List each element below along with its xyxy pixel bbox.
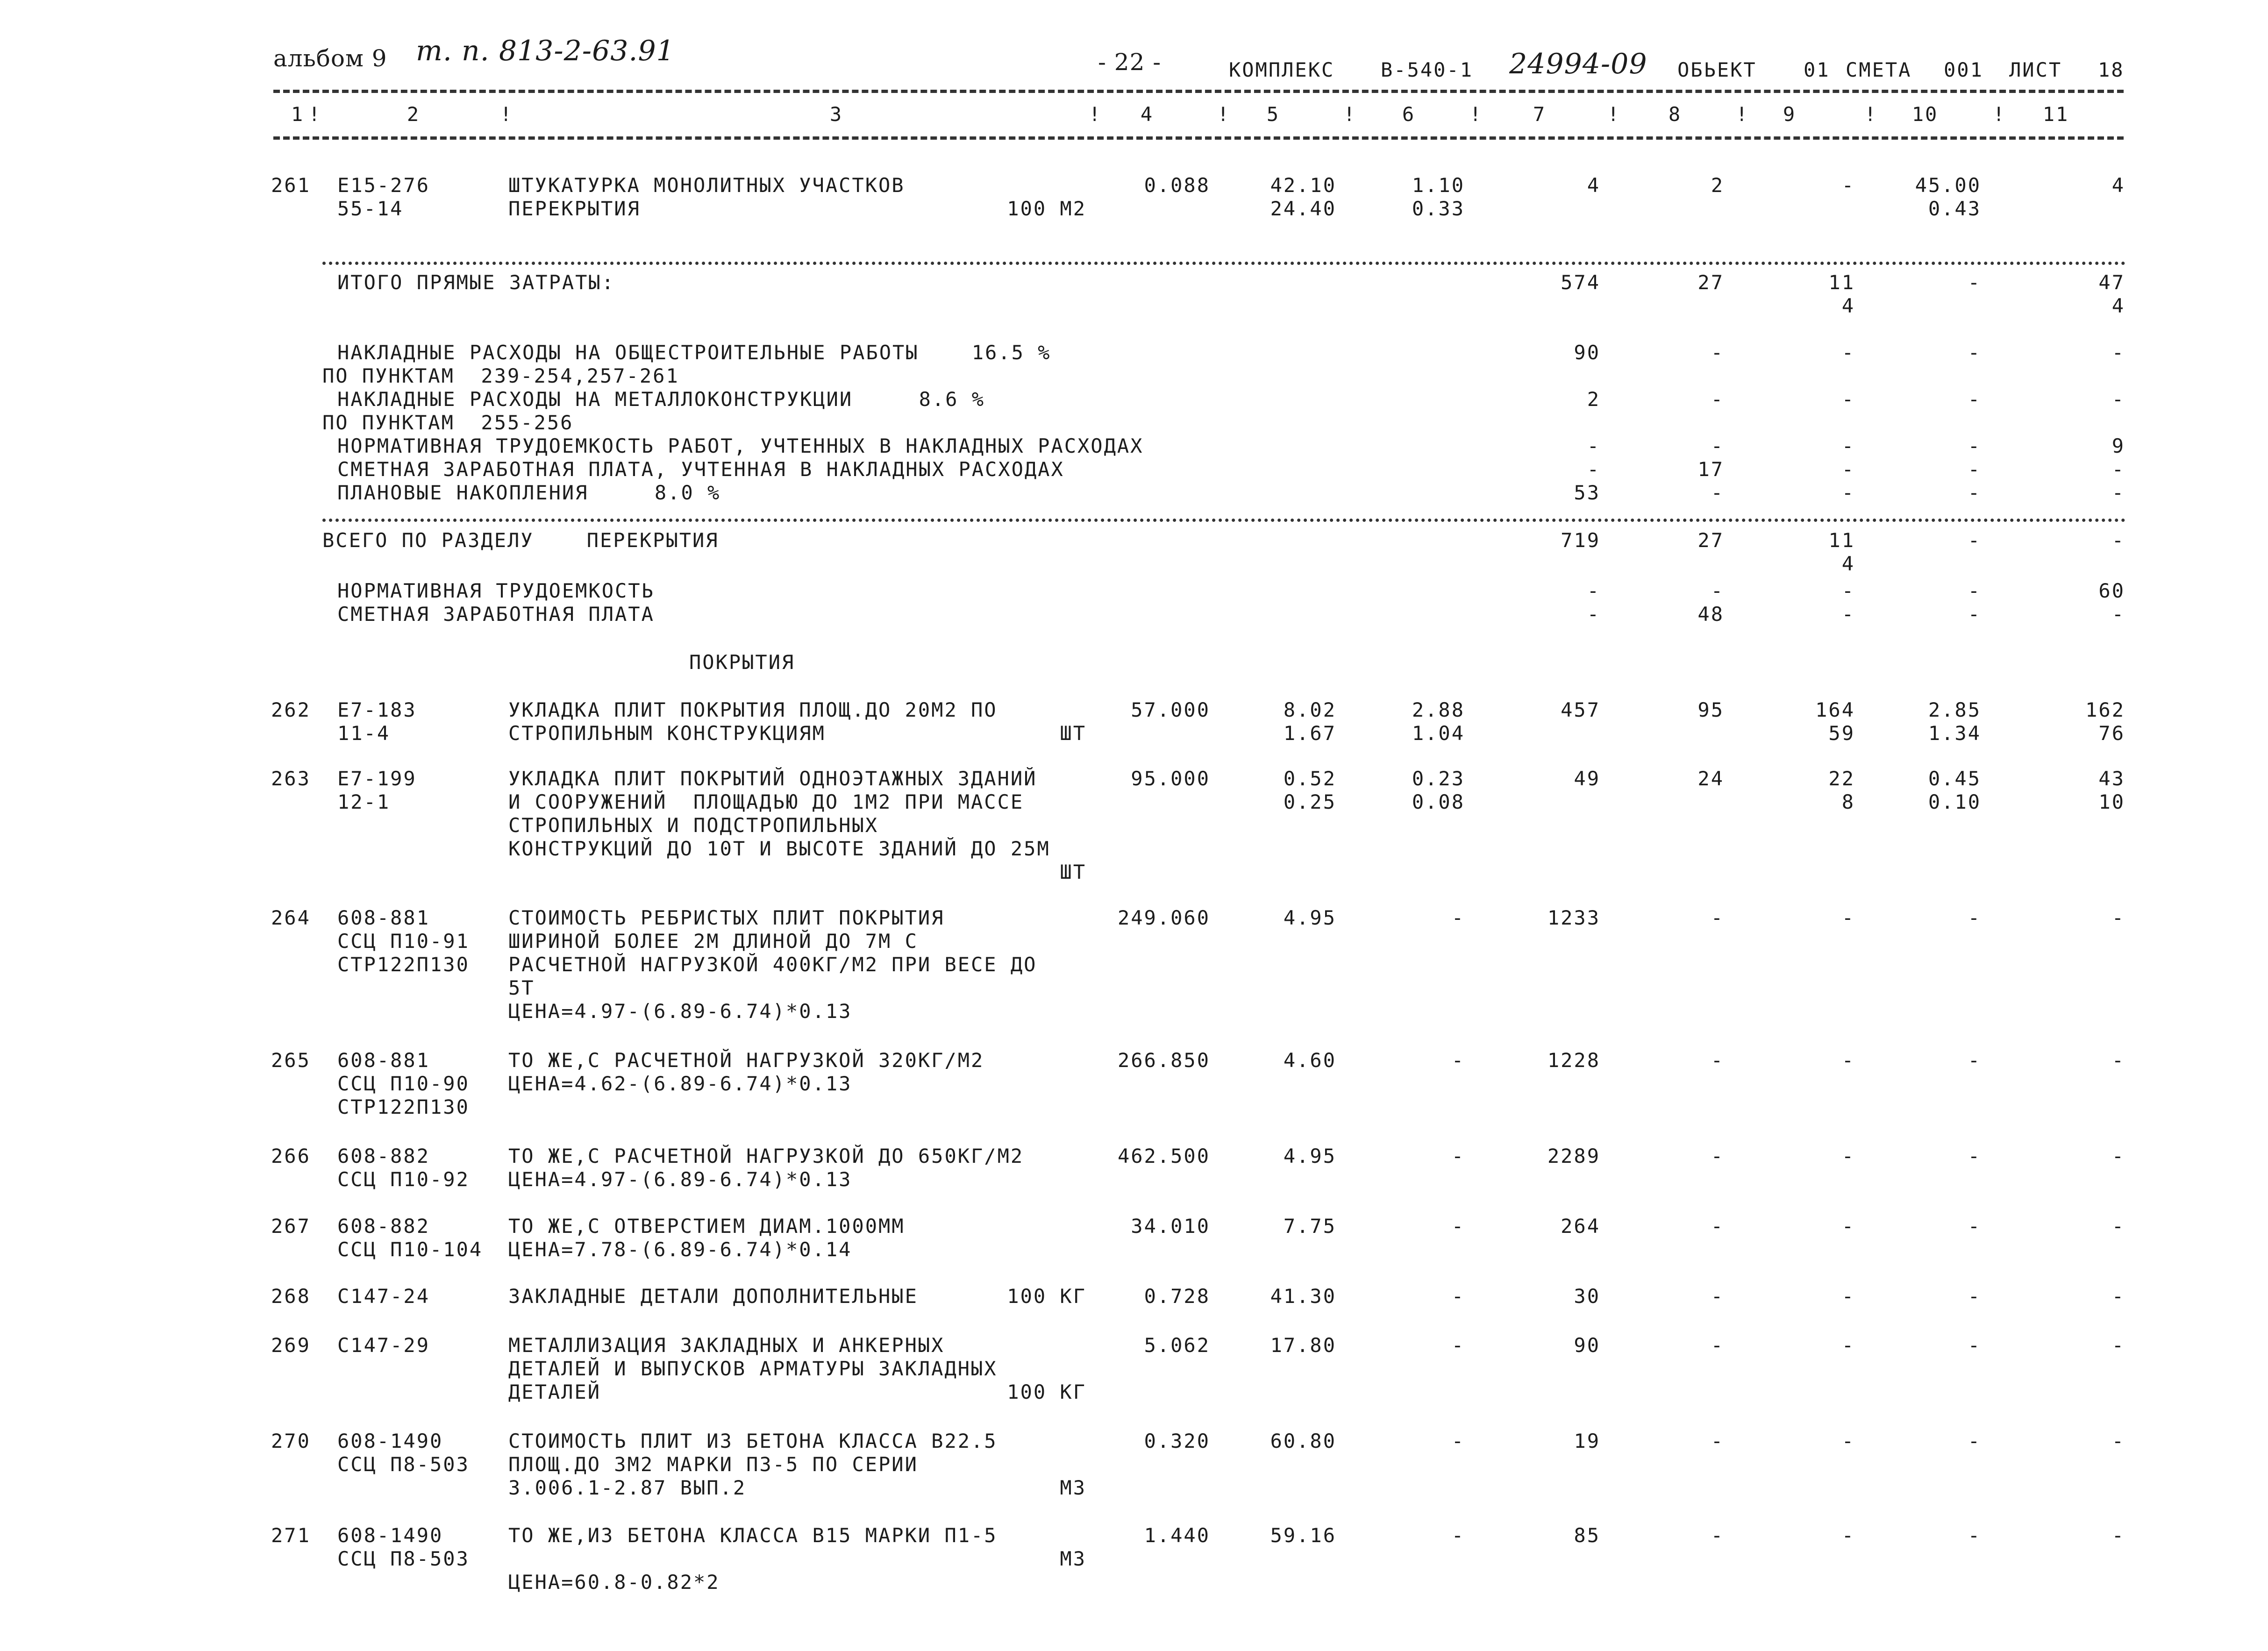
direct-costs-wage: 27	[1697, 271, 1724, 294]
row-unit-cost: 0.25	[1283, 790, 1336, 813]
section-total-labor: -	[2111, 529, 2125, 552]
row-description: И СООРУЖЕНИЙ ПЛОЩАДЬЮ ДО 1М2 ПРИ МАССЕ	[508, 790, 1024, 813]
labor-intensity-value: -	[1841, 579, 1855, 602]
row-total-cost: 49	[1574, 767, 1600, 790]
tp-code-handwritten: т. п. 813-2-63.91	[416, 35, 675, 67]
column-number: 6	[1402, 103, 1416, 126]
direct-costs-labor: 47	[2098, 271, 2125, 294]
row-wage-cost: 0.08	[1412, 790, 1465, 813]
column-separator: !	[1864, 103, 1878, 126]
direct-costs-machine: 4	[1841, 294, 1855, 317]
column-number: 2	[407, 103, 421, 126]
column-number: 11	[2042, 103, 2069, 126]
row-wage-cost: -	[1451, 1049, 1465, 1072]
row-code: 55-14	[337, 197, 404, 220]
estimated-wage-value: -	[1841, 603, 1855, 626]
section-heading: ПОКРЫТИЯ	[689, 651, 795, 674]
row-description: СТРОПИЛЬНЫХ И ПОДСТРОПИЛЬНЫХ	[508, 814, 879, 837]
row-description: ПЛОЩ.ДО 3М2 МАРКИ П3-5 ПО СЕРИИ	[508, 1453, 918, 1476]
row-description: ПЕРЕКРЫТИЯ	[508, 197, 641, 220]
summary-line-value: -	[1841, 388, 1855, 411]
row-machine-cost: -	[1841, 1285, 1855, 1308]
row-unit-cost: 4.95	[1283, 906, 1336, 929]
row-unit-cost: 4.95	[1283, 1145, 1336, 1167]
row-number: 262	[271, 698, 311, 721]
summary-line-label: ПЛАНОВЫЕ НАКОПЛЕНИЯ 8.0 %	[337, 481, 721, 504]
row-quantity: 0.320	[1144, 1430, 1210, 1452]
row-description: КОНСТРУКЦИЙ ДО 10Т И ВЫСОТЕ ЗДАНИЙ ДО 25М	[508, 837, 1050, 860]
summary-line-value: -	[1587, 458, 1600, 481]
row-wage-cost: -	[1451, 906, 1465, 929]
row-labor-total: 162	[2085, 698, 2125, 721]
row-description: 5Т	[508, 976, 535, 999]
row-quantity: 1.440	[1144, 1524, 1210, 1547]
section-total-label: ВСЕГО ПО РАЗДЕЛУ ПЕРЕКРЫТИЯ	[322, 529, 719, 552]
row-number: 263	[271, 767, 311, 790]
row-total-wage: 2	[1711, 174, 1724, 197]
row-quantity: 57.000	[1131, 698, 1210, 721]
dotted-separator	[322, 262, 2126, 265]
row-quantity: 266.850	[1117, 1049, 1210, 1072]
row-machine-cost: -	[1841, 906, 1855, 929]
row-description: СТРОПИЛЬНЫМ КОНСТРУКЦИЯМ	[508, 722, 826, 745]
column-number: 9	[1783, 103, 1797, 126]
summary-line-value: -	[1711, 434, 1724, 457]
row-total-cost: 457	[1561, 698, 1600, 721]
summary-line-label: СМЕТНАЯ ЗАРАБОТНАЯ ПЛАТА, УЧТЕННАЯ В НАКЛАДНЫХ РАСХОДАХ	[337, 458, 1064, 481]
row-code: 12-1	[337, 790, 391, 813]
row-labor-unit: 0.45	[1928, 767, 1981, 790]
labor-intensity-value: -	[1968, 579, 1981, 602]
summary-line-label: НОРМАТИВНАЯ ТРУДОЕМКОСТЬ РАБОТ, УЧТЕННЫХ В НАКЛАДНЫХ РАСХОДАХ	[337, 434, 1144, 457]
row-machine-cost: -	[1841, 1334, 1855, 1357]
row-code: ССЦ П10-104	[337, 1238, 483, 1261]
row-machine-cost: 164	[1815, 698, 1855, 721]
row-description: ЦЕНА=7.78-(6.89-6.74)*0.14	[508, 1238, 852, 1261]
direct-costs-label: ИТОГО ПРЯМЫЕ ЗАТРАТЫ:	[337, 271, 615, 294]
header-rule-bottom	[273, 136, 2124, 140]
labor-intensity-label: НОРМАТИВНАЯ ТРУДОЕМКОСТЬ	[337, 579, 655, 602]
labor-intensity-value: -	[1587, 579, 1600, 602]
row-total-wage: -	[1711, 1145, 1724, 1167]
row-labor-unit: 1.34	[1928, 722, 1981, 745]
column-separator: !	[1217, 103, 1231, 126]
row-machine-cost: -	[1841, 174, 1855, 197]
column-number: 5	[1266, 103, 1280, 126]
row-total-wage: -	[1711, 1334, 1724, 1357]
row-number: 270	[271, 1430, 311, 1452]
row-quantity: 462.500	[1117, 1145, 1210, 1167]
row-unit: 100 КГ	[1007, 1381, 1086, 1403]
row-labor-unit: -	[1968, 1524, 1981, 1547]
section-total-machine: 4	[1841, 552, 1855, 575]
row-labor-total: -	[2111, 1285, 2125, 1308]
direct-costs-labor-unit: -	[1968, 271, 1981, 294]
row-labor-total: -	[2111, 1430, 2125, 1452]
row-description: ШИРИНОЙ БОЛЕЕ 2М ДЛИНОЙ ДО 7М С	[508, 930, 918, 953]
row-wage-cost: 1.10	[1412, 174, 1465, 197]
object-label: ОБЬЕКТ	[1677, 58, 1757, 81]
row-total-wage: 24	[1697, 767, 1724, 790]
row-labor-total: 10	[2098, 790, 2125, 813]
complex-code: В-540-1	[1381, 58, 1474, 81]
row-total-wage: -	[1711, 1049, 1724, 1072]
summary-line-label: ПО ПУНКТАМ 239-254,257-261	[322, 364, 679, 387]
row-quantity: 5.062	[1144, 1334, 1210, 1357]
row-labor-unit: -	[1968, 1049, 1981, 1072]
row-description: ТО ЖЕ,С РАСЧЕТНОЙ НАГРУЗКОЙ 320КГ/М2	[508, 1049, 984, 1072]
row-wage-cost: -	[1451, 1524, 1465, 1547]
row-code: С147-24	[337, 1285, 430, 1308]
row-unit-cost: 0.52	[1283, 767, 1336, 790]
section-total-wage: 27	[1697, 529, 1724, 552]
dotted-separator	[322, 519, 2126, 522]
row-code: 608-1490	[337, 1430, 443, 1452]
row-description: СТОИМОСТЬ РЕБРИСТЫХ ПЛИТ ПОКРЫТИЯ	[508, 906, 945, 929]
row-unit: ШТ	[1060, 861, 1086, 883]
row-total-cost: 1233	[1547, 906, 1600, 929]
row-description: ЦЕНА=4.97-(6.89-6.74)*0.13	[508, 1000, 852, 1023]
row-unit-cost: 24.40	[1270, 197, 1336, 220]
row-wage-cost: 1.04	[1412, 722, 1465, 745]
estimated-wage-value: 48	[1697, 603, 1724, 626]
summary-line-value: -	[1968, 388, 1981, 411]
column-separator: !	[308, 103, 322, 126]
row-description: ТО ЖЕ,ИЗ БЕТОНА КЛАССА В15 МАРКИ П1-5	[508, 1524, 998, 1547]
handwritten-number: 24994-09	[1509, 48, 1648, 80]
summary-line-label: ПО ПУНКТАМ 255-256	[322, 411, 574, 434]
row-wage-cost: 0.33	[1412, 197, 1465, 220]
summary-line-value: -	[1841, 481, 1855, 504]
section-total-cost: 719	[1561, 529, 1600, 552]
estimated-wage-value: -	[1968, 603, 1981, 626]
summary-line-value: -	[1841, 341, 1855, 364]
row-labor-unit: -	[1968, 1285, 1981, 1308]
direct-costs-machine: 11	[1828, 271, 1855, 294]
summary-line-value: -	[1968, 458, 1981, 481]
row-labor-unit: -	[1968, 1430, 1981, 1452]
row-labor-total: -	[2111, 1145, 2125, 1167]
row-labor-total: 76	[2098, 722, 2125, 745]
row-number: 265	[271, 1049, 311, 1072]
row-number: 267	[271, 1215, 311, 1238]
summary-line-value: -	[1587, 434, 1600, 457]
row-machine-cost: -	[1841, 1145, 1855, 1167]
row-total-cost: 90	[1574, 1334, 1600, 1357]
row-wage-cost: 0.23	[1412, 767, 1465, 790]
row-unit-cost: 1.67	[1283, 722, 1336, 745]
summary-line-label: НАКЛАДНЫЕ РАСХОДЫ НА МЕТАЛЛОКОНСТРУКЦИИ 8.6 %	[337, 388, 985, 411]
row-total-cost: 1228	[1547, 1049, 1600, 1072]
row-unit: М3	[1060, 1547, 1086, 1570]
row-code: Е7-183	[337, 698, 417, 721]
row-description: УКЛАДКА ПЛИТ ПОКРЫТИЯ ПЛОЩ.ДО 20М2 ПО	[508, 698, 998, 721]
row-labor-unit: -	[1968, 1145, 1981, 1167]
row-unit-cost: 8.02	[1283, 698, 1336, 721]
row-machine-cost: 59	[1828, 722, 1855, 745]
row-code: Е7-199	[337, 767, 417, 790]
row-wage-cost: -	[1451, 1285, 1465, 1308]
row-code: ССЦ П8-503	[337, 1547, 470, 1570]
row-quantity: 95.000	[1131, 767, 1210, 790]
sheet-label: ЛИСТ	[2009, 58, 2062, 81]
row-description: СТОИМОСТЬ ПЛИТ ИЗ БЕТОНА КЛАССА В22.5	[508, 1430, 998, 1452]
labor-intensity-value: -	[1711, 579, 1724, 602]
row-unit-cost: 60.80	[1270, 1430, 1336, 1452]
summary-line-value: 53	[1574, 481, 1600, 504]
summary-line-value: 2	[1587, 388, 1600, 411]
row-description: ЦЕНА=4.97-(6.89-6.74)*0.13	[508, 1168, 852, 1191]
row-total-wage: 95	[1697, 698, 1724, 721]
summary-line-label: НАКЛАДНЫЕ РАСХОДЫ НА ОБЩЕСТРОИТЕЛЬНЫЕ РАБОТЫ 16.5 %	[337, 341, 1051, 364]
row-unit-cost: 7.75	[1283, 1215, 1336, 1238]
summary-line-value: -	[1841, 434, 1855, 457]
direct-costs-total: 574	[1561, 271, 1600, 294]
row-description: ЦЕНА=4.62-(6.89-6.74)*0.13	[508, 1072, 852, 1095]
row-machine-cost: -	[1841, 1215, 1855, 1238]
row-code: ССЦ П10-92	[337, 1168, 470, 1191]
summary-line-value: -	[2111, 481, 2125, 504]
row-code: ССЦ П10-91	[337, 930, 470, 953]
row-machine-cost: -	[1841, 1430, 1855, 1452]
row-labor-unit: 0.43	[1928, 197, 1981, 220]
row-unit: ШТ	[1060, 722, 1086, 745]
labor-intensity-value: 60	[2098, 579, 2125, 602]
column-number: 4	[1140, 103, 1154, 126]
summary-line-value: 90	[1574, 341, 1600, 364]
estimate-number: 001	[1944, 58, 1983, 81]
row-machine-cost: -	[1841, 1049, 1855, 1072]
row-labor-unit: 0.10	[1928, 790, 1981, 813]
row-number: 268	[271, 1285, 311, 1308]
row-labor-total: -	[2111, 1215, 2125, 1238]
row-code: 11-4	[337, 722, 391, 745]
row-labor-total: -	[2111, 1334, 2125, 1357]
row-code: СТР122П130	[337, 953, 470, 976]
summary-line-value: -	[1711, 341, 1724, 364]
row-description: РАСЧЕТНОЙ НАГРУЗКОЙ 400КГ/М2 ПРИ ВЕСЕ ДО	[508, 953, 1037, 976]
row-unit: 100 М2	[1007, 197, 1086, 220]
header-rule-top	[273, 90, 2124, 93]
row-number: 269	[271, 1334, 311, 1357]
row-total-wage: -	[1711, 1285, 1724, 1308]
summary-line-value: -	[2111, 388, 2125, 411]
row-quantity: 0.088	[1144, 174, 1210, 197]
row-unit: М3	[1060, 1476, 1086, 1499]
row-total-wage: -	[1711, 906, 1724, 929]
row-description: ДЕТАЛЕЙ	[508, 1381, 601, 1403]
row-wage-cost: -	[1451, 1215, 1465, 1238]
column-number: 7	[1533, 103, 1547, 126]
row-code: 608-882	[337, 1145, 430, 1167]
sheet-number: 18	[2098, 58, 2125, 81]
row-total-cost: 264	[1561, 1215, 1600, 1238]
summary-line-value: -	[2111, 458, 2125, 481]
row-total-cost: 4	[1587, 174, 1600, 197]
row-unit-cost: 17.80	[1270, 1334, 1336, 1357]
estimate-label: СМЕТА	[1846, 58, 1912, 81]
row-total-wage: -	[1711, 1430, 1724, 1452]
row-labor-unit: 2.85	[1928, 698, 1981, 721]
row-labor-total: -	[2111, 1049, 2125, 1072]
row-unit-cost: 42.10	[1270, 174, 1336, 197]
summary-line-value: -	[1968, 481, 1981, 504]
direct-costs-labor: 4	[2111, 294, 2125, 317]
estimated-wage-label: СМЕТНАЯ ЗАРАБОТНАЯ ПЛАТА	[337, 603, 655, 626]
column-number: 3	[829, 103, 843, 126]
column-number: 10	[1911, 103, 1939, 126]
row-description: УКЛАДКА ПЛИТ ПОКРЫТИЙ ОДНОЭТАЖНЫХ ЗДАНИЙ	[508, 767, 1037, 790]
row-labor-total: -	[2111, 906, 2125, 929]
row-total-wage: -	[1711, 1524, 1724, 1547]
complex-label: КОМПЛЕКС	[1229, 58, 1335, 81]
row-description: 3.006.1-2.87 ВЫП.2	[508, 1476, 747, 1499]
row-number: 261	[271, 174, 311, 197]
row-quantity: 34.010	[1131, 1215, 1210, 1238]
row-labor-unit: 45.00	[1915, 174, 1981, 197]
row-total-cost: 30	[1574, 1285, 1600, 1308]
row-code: СТР122П130	[337, 1096, 470, 1118]
row-number: 271	[271, 1524, 311, 1547]
row-code: ССЦ П10-90	[337, 1072, 470, 1095]
row-code: 608-881	[337, 1049, 430, 1072]
row-quantity: 249.060	[1117, 906, 1210, 929]
row-labor-total: 4	[2111, 174, 2125, 197]
row-machine-cost: 22	[1828, 767, 1855, 790]
row-labor-unit: -	[1968, 906, 1981, 929]
column-separator: !	[1607, 103, 1621, 126]
row-code: 608-882	[337, 1215, 430, 1238]
row-quantity: 0.728	[1144, 1285, 1210, 1308]
row-labor-unit: -	[1968, 1334, 1981, 1357]
row-labor-unit: -	[1968, 1215, 1981, 1238]
row-description: ЗАКЛАДНЫЕ ДЕТАЛИ ДОПОЛНИТЕЛЬНЫЕ	[508, 1285, 918, 1308]
row-unit-cost: 41.30	[1270, 1285, 1336, 1308]
row-machine-cost: -	[1841, 1524, 1855, 1547]
row-unit-cost: 4.60	[1283, 1049, 1336, 1072]
estimated-wage-value: -	[2111, 603, 2125, 626]
row-description: МЕТАЛЛИЗАЦИЯ ЗАКЛАДНЫХ И АНКЕРНЫХ	[508, 1334, 945, 1357]
row-wage-cost: -	[1451, 1334, 1465, 1357]
summary-line-value: -	[2111, 341, 2125, 364]
summary-line-value: 9	[2111, 434, 2125, 457]
column-number: 8	[1668, 103, 1682, 126]
row-code: 608-881	[337, 906, 430, 929]
row-total-wage: -	[1711, 1215, 1724, 1238]
row-code: 608-1490	[337, 1524, 443, 1547]
row-code: С147-29	[337, 1334, 430, 1357]
summary-line-value: -	[1841, 458, 1855, 481]
summary-line-value: -	[1711, 388, 1724, 411]
column-separator: !	[1469, 103, 1483, 126]
section-total-labor-unit: -	[1968, 529, 1981, 552]
column-separator: !	[500, 103, 514, 126]
row-labor-total: -	[2111, 1524, 2125, 1547]
row-wage-cost: 2.88	[1412, 698, 1465, 721]
column-separator: !	[1343, 103, 1357, 126]
row-unit: 100 КГ	[1007, 1285, 1086, 1308]
section-total-machine: 11	[1828, 529, 1855, 552]
page-number: - 22 -	[1098, 49, 1162, 76]
summary-line-value: 17	[1697, 458, 1724, 481]
row-description: ШТУКАТУРКА МОНОЛИТНЫХ УЧАСТКОВ	[508, 174, 905, 197]
row-machine-cost: 8	[1841, 790, 1855, 813]
summary-line-value: -	[1968, 341, 1981, 364]
column-number: 1	[291, 103, 305, 126]
row-total-cost: 2289	[1547, 1145, 1600, 1167]
row-code: ССЦ П8-503	[337, 1453, 470, 1476]
row-total-cost: 19	[1574, 1430, 1600, 1452]
row-description: ТО ЖЕ,С РАСЧЕТНОЙ НАГРУЗКОЙ ДО 650КГ/М2	[508, 1145, 1024, 1167]
row-wage-cost: -	[1451, 1430, 1465, 1452]
estimated-wage-value: -	[1587, 603, 1600, 626]
summary-line-value: -	[1711, 481, 1724, 504]
row-unit-cost: 59.16	[1270, 1524, 1336, 1547]
row-labor-total: 43	[2098, 767, 2125, 790]
album-label: альбом 9	[273, 45, 387, 72]
row-number: 266	[271, 1145, 311, 1167]
column-separator: !	[1089, 103, 1102, 126]
row-number: 264	[271, 906, 311, 929]
column-separator: !	[1736, 103, 1749, 126]
row-wage-cost: -	[1451, 1145, 1465, 1167]
row-code: Е15-276	[337, 174, 430, 197]
row-total-cost: 85	[1574, 1524, 1600, 1547]
row-description: ДЕТАЛЕЙ И ВЫПУСКОВ АРМАТУРЫ ЗАКЛАДНЫХ	[508, 1357, 998, 1380]
column-separator: !	[1993, 103, 2006, 126]
summary-line-value: -	[1968, 434, 1981, 457]
object-number: 01	[1804, 58, 1830, 81]
row-description: ЦЕНА=60.8-0.82*2	[508, 1571, 720, 1594]
row-description: ТО ЖЕ,С ОТВЕРСТИЕМ ДИАМ.1000ММ	[508, 1215, 905, 1238]
